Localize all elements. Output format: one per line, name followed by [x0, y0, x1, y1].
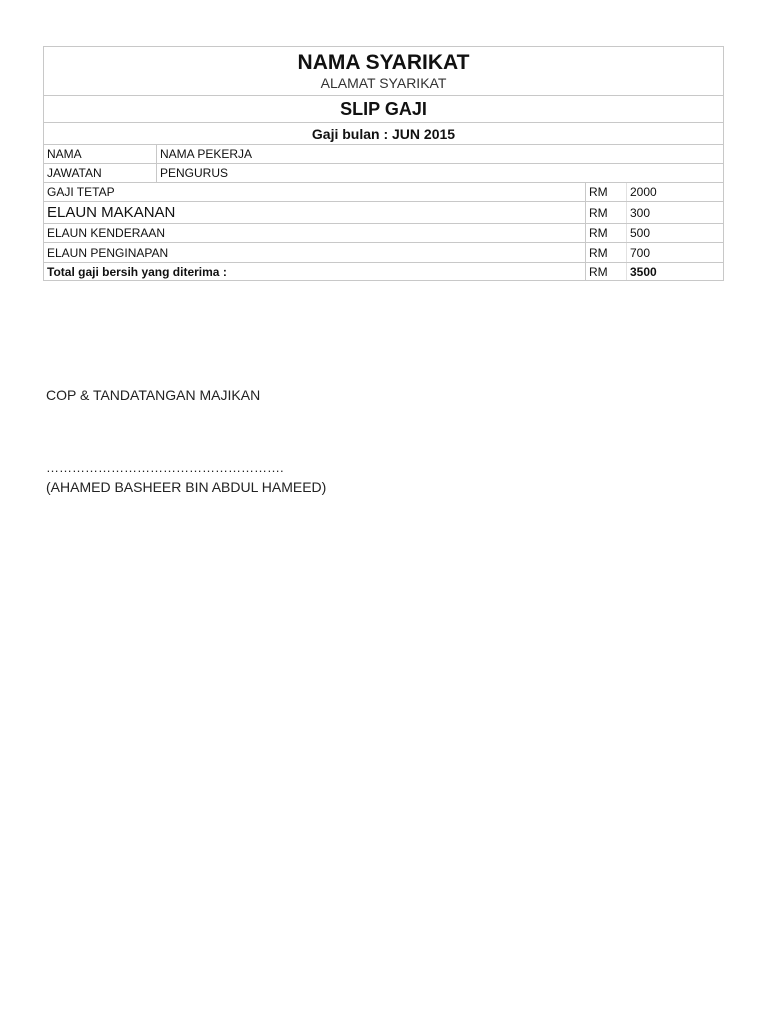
pay-item-row: [44, 201, 723, 223]
pay-item-row: [44, 242, 723, 262]
pay-item-currency: RM: [585, 224, 626, 242]
signatory-name: (AHAMED BASHEER BIN ABDUL HAMEED): [46, 479, 327, 495]
employee-name-row: [44, 144, 723, 163]
slip-title: SLIP GAJI: [340, 98, 427, 119]
total-row: [44, 262, 723, 281]
pay-item-currency: RM: [585, 183, 626, 201]
salary-slip-table: [43, 46, 724, 281]
pay-month-row: [44, 122, 723, 144]
total-amount: 3500: [626, 263, 723, 280]
pay-item-label: ELAUN MAKANAN: [47, 204, 176, 221]
pay-item-amount: 700: [626, 243, 723, 262]
employee-position-value: PENGURUS: [160, 166, 229, 180]
total-currency: RM: [585, 263, 626, 280]
pay-item-amount: 500: [626, 224, 723, 242]
pay-item-amount: 300: [626, 202, 723, 223]
slip-title-row: [44, 95, 723, 122]
pay-item-label: ELAUN KENDERAAN: [47, 226, 166, 240]
pay-item-currency: RM: [585, 202, 626, 223]
pay-item-currency: RM: [585, 243, 626, 262]
employee-name-label: NAMA: [44, 145, 157, 163]
pay-month: Gaji bulan : JUN 2015: [311, 125, 456, 142]
pay-item-label: ELAUN PENGINAPAN: [47, 245, 169, 260]
company-header: [44, 46, 723, 95]
signature-line: ……………………………………………….: [46, 460, 284, 475]
employer-signature-label: COP & TANDATANGAN MAJIKAN: [46, 387, 261, 403]
company-name: NAMA SYARIKAT: [297, 51, 470, 74]
company-address: ALAMAT SYARIKAT: [320, 75, 447, 91]
employee-position-row: [44, 163, 723, 182]
pay-item-amount: 2000: [626, 183, 723, 201]
pay-item-row: [44, 223, 723, 242]
pay-item-row: [44, 182, 723, 201]
pay-item-label: GAJI TETAP: [47, 185, 115, 199]
employee-position-label: JAWATAN: [44, 164, 157, 182]
total-label: Total gaji bersih yang diterima :: [47, 264, 227, 279]
employee-name-value: NAMA PEKERJA: [160, 147, 253, 161]
